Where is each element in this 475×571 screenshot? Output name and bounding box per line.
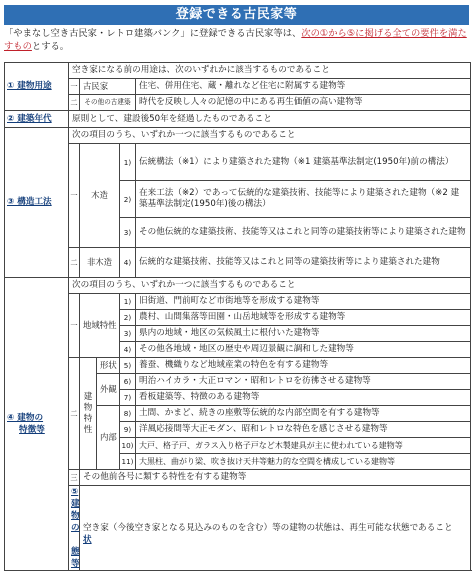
exterior-name: 外観 (97, 374, 120, 406)
feature-item-row (5, 294, 471, 310)
feature-num-6: 6) (120, 374, 136, 390)
method-text-4: 伝統的な建築技術、技能等又はこれと同等の建築技術等により建築された建物 (136, 248, 471, 278)
feature-text-8: 土間、かまど、続きの座敷等伝統的な内部空間を有する建物等 (136, 406, 471, 422)
method-marker-1: 一 (69, 144, 80, 248)
feature-text-6: 明治ハイカラ・大正ロマン・昭和レトロを彷彿させる建物等 (136, 374, 471, 390)
feature-text-1: 旧街道、門前町など市街地等を形成する建物等 (136, 294, 471, 310)
feature-text-3: 県内の地域・地区の気候風土に根付いた建物等 (136, 326, 471, 342)
method-text-3: その他伝統的な建築技術、技能等又はこれと同等の建築技術等により建築された建物 (136, 218, 471, 248)
intro-text (4, 27, 469, 53)
use-item-row (5, 95, 471, 111)
feature-num-11: 11) (120, 454, 136, 470)
feature-text-4: その他各地域・地区の歴史や周辺景観に調和した建物等 (136, 342, 471, 358)
building-name: 建 物 特 性 (80, 358, 97, 470)
state-row (5, 486, 471, 571)
intro-requirement: 次の①から⑤に掲げる全ての要件を満たすもの (4, 28, 467, 52)
building-marker: 二 (69, 358, 80, 470)
method-marker-2: 二 (69, 248, 80, 278)
feature-num-10: 10) (120, 438, 136, 454)
feature-num-2: 2) (120, 310, 136, 326)
use-header: 空き家になる前の用途は、次のいずれかに該当するものであること (69, 63, 471, 79)
state-label: ⑤ 建物の 状態等 (69, 486, 80, 571)
feature-num-4: 4) (120, 342, 136, 358)
feature-item-row (5, 358, 471, 374)
use-name-1: 古民家 (80, 79, 136, 95)
regional-marker: 一 (69, 294, 80, 358)
method-name-1: 木造 (80, 144, 120, 248)
age-label: ② 建築年代 (5, 111, 69, 128)
feature-num-3: 3) (120, 326, 136, 342)
method-num-1: 1) (120, 144, 136, 181)
method-text-2: 在来工法（※2）であって伝統的な建築技術、技能等により建築された建物（※2 建築基準法制定(1950年)後の構法） (136, 181, 471, 218)
feature-num-5: 5) (120, 358, 136, 374)
feature-num-1: 1) (120, 294, 136, 310)
feature-text-9: 洋風応接間等大正モダン、昭和レトロな特色を感じさせる建物等 (136, 422, 471, 438)
feature-text-2: 農村、山間集落等田園・山岳地域等を形成する建物等 (136, 310, 471, 326)
feature-text-10: 大戸、格子戸、ガラス入り格子戸など木製建具が主に使われている建物等 (136, 438, 471, 454)
shape-name: 形状 (97, 358, 120, 374)
method-header: 次の項目のうち、いずれか一つに該当するものであること (69, 128, 471, 144)
requirements-table (4, 62, 471, 571)
other-marker: 三 (69, 470, 80, 486)
age-row (5, 111, 471, 128)
use-marker-2: 二 (69, 95, 80, 111)
feature-header: 次の項目のうち、いずれか一つに該当するものであること (69, 278, 471, 294)
feature-text-11: 大黒柱、曲がり梁、吹き抜け天井等魅力的な空間を構成している建物等 (136, 454, 471, 470)
use-item-row (5, 79, 471, 95)
method-header-row (5, 128, 471, 144)
method-num-3: 3) (120, 218, 136, 248)
method-label: ③ 構造工法 (5, 128, 69, 278)
feature-header-row (5, 278, 471, 294)
method-name-2: 非木造 (80, 248, 120, 278)
method-num-4: 4) (120, 248, 136, 278)
feature-label: ④ 建物の 特徴等 (5, 278, 69, 571)
intro-part1: 「やまなし空き古民家・レトロ建築バンク」に登録できる古民家等は、 (4, 28, 302, 39)
regional-name: 地域特性 (80, 294, 120, 358)
method-item-row (5, 248, 471, 278)
feature-text-7: 看板建築等、特徴のある建物等 (136, 390, 471, 406)
age-text: 原則として、建設後50年を経過したものであること (69, 111, 471, 128)
other-text: その他前各号に類する特性を有する建物等 (80, 470, 471, 486)
use-text-1: 住宅、併用住宅、蔵・離れなど住宅に附属する建物等 (136, 79, 471, 95)
use-text-2: 時代を反映し人々の記憶の中にある再生価値の高い建物等 (136, 95, 471, 111)
state-text: 空き家（今後空き家となる見込みのものを含む）等の建物の状態は、再生可能な状態であること (80, 486, 471, 571)
use-label: ① 建物用途 (5, 63, 69, 111)
method-text-1: 伝統構法（※1）により建築された建物（※1 建築基準法制定(1950年)前の構法） (136, 144, 471, 181)
feature-other-row (5, 470, 471, 486)
page-title: 登録できる古民家等 (4, 5, 469, 25)
method-num-2: 2) (120, 181, 136, 218)
feature-num-9: 9) (120, 422, 136, 438)
intro-part3: とする。 (31, 41, 70, 52)
use-name-2: その他の古建築 (80, 95, 136, 111)
feature-num-8: 8) (120, 406, 136, 422)
use-header-row (5, 63, 471, 79)
method-item-row (5, 144, 471, 181)
use-marker-1: 一 (69, 79, 80, 95)
feature-num-7: 7) (120, 390, 136, 406)
feature-text-5: 養蚕、機織りなど地域産業の特色を有する建物等 (136, 358, 471, 374)
interior-name: 内部 (97, 406, 120, 470)
